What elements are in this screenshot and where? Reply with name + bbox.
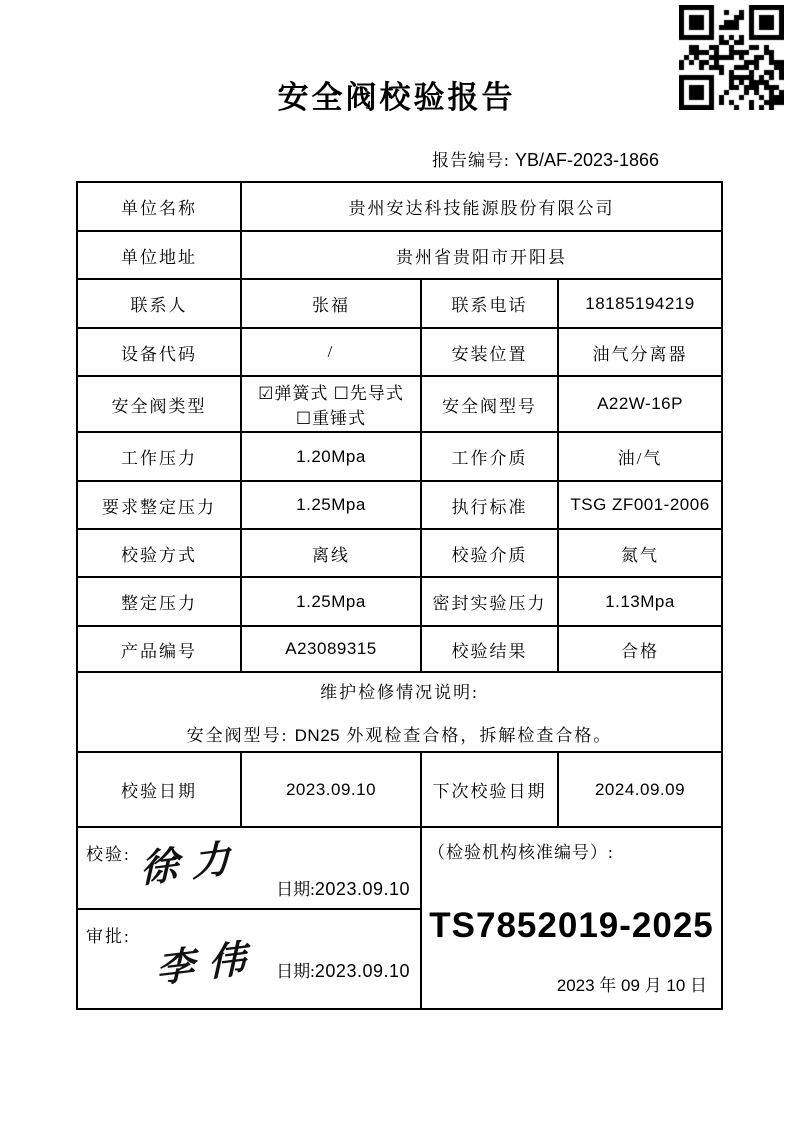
calibrator-label: 校验: (86, 845, 131, 864)
contact-label: 联系人 (77, 279, 241, 328)
phone-value: 18185194219 (558, 279, 722, 328)
row-maintenance (77, 672, 722, 752)
row-calibration-date (77, 752, 722, 827)
checkbox-pilot-icon: ☐ (333, 384, 350, 403)
report-number-line (432, 146, 659, 171)
row-work-pressure (77, 432, 722, 481)
checkbox-spring-icon: ☑ (258, 384, 275, 403)
report-table (76, 181, 723, 1010)
maintenance-valve-model: DN25 (294, 726, 341, 745)
calibrator-sign-cell (77, 827, 421, 909)
calibration-medium-label: 校验介质 (421, 529, 558, 577)
work-medium-label: 工作介质 (421, 432, 558, 481)
org-approval-number-label: （检验机构核准编号）: (428, 843, 614, 862)
unit-address-value: 贵州省贵阳市开阳县 (241, 231, 722, 279)
phone-label: 联系电话 (421, 279, 558, 328)
required-set-pressure-label: 要求整定压力 (77, 481, 241, 529)
option-pilot-label: 先导式 (349, 384, 404, 403)
install-position-value: 油气分离器 (558, 328, 722, 376)
approver-label: 审批: (86, 927, 131, 946)
set-pressure-value: 1.25Mpa (241, 577, 421, 626)
device-code-label: 设备代码 (77, 328, 241, 376)
calibration-method-value: 离线 (241, 529, 421, 577)
product-number-label: 产品编号 (77, 626, 241, 672)
next-calibration-date-value: 2024.09.09 (558, 752, 722, 827)
device-code-value: / (241, 328, 421, 376)
seal-test-pressure-value: 1.13Mpa (558, 577, 722, 626)
report-number-value: YB/AF-2023-1866 (514, 150, 660, 170)
row-calibrator-sign (77, 827, 722, 909)
work-pressure-label: 工作压力 (77, 432, 241, 481)
maintenance-cell (77, 672, 722, 752)
page-title: 安全阀校验报告 (277, 80, 516, 115)
maintenance-note: 安全阀型号: DN25 外观检查合格，拆解检查合格。 (186, 726, 613, 745)
row-product-number (77, 626, 722, 672)
inspection-org-cell (421, 827, 722, 1009)
next-calibration-date-label: 下次校验日期 (421, 752, 558, 827)
standard-label: 执行标准 (421, 481, 558, 529)
calibration-medium-value: 氮气 (558, 529, 722, 577)
valve-type-label: 安全阀类型 (77, 376, 241, 432)
unit-address-label: 单位地址 (77, 231, 241, 279)
maintenance-title: 维护检修情况说明: (320, 683, 479, 702)
row-set-pressure (77, 577, 722, 626)
row-contact (77, 279, 722, 328)
valve-type-options (241, 376, 421, 432)
work-pressure-value: 1.20Mpa (241, 432, 421, 481)
unit-name-value: 贵州安达科技能源股份有限公司 (241, 182, 722, 231)
row-calibration-method (77, 529, 722, 577)
unit-name-label: 单位名称 (77, 182, 241, 231)
valve-model-label: 安全阀型号 (421, 376, 558, 432)
work-medium-value: 油/气 (558, 432, 722, 481)
issue-date: 2023 年 09 月 10 日 (556, 976, 708, 995)
org-approval-number-value: TS7852019-2025 (429, 906, 714, 945)
calibration-method-label: 校验方式 (77, 529, 241, 577)
approver-date-line: 日期:2023.09.10 (276, 961, 410, 981)
set-pressure-label: 整定压力 (77, 577, 241, 626)
option-spring-label: 弹簧式 (274, 384, 329, 403)
calibrator-date-line: 日期:2023.09.10 (276, 879, 410, 899)
row-unit-name (77, 182, 722, 231)
calibration-result-label: 校验结果 (421, 626, 558, 672)
row-required-set-pressure (77, 481, 722, 529)
row-unit-address (77, 231, 722, 279)
approver-signature: 李伟 (156, 936, 261, 992)
calibration-date-label: 校验日期 (77, 752, 241, 827)
calibration-result-value: 合格 (558, 626, 722, 672)
valve-model-value: A22W-16P (558, 376, 722, 432)
checkbox-weight-icon: ☐ (295, 409, 313, 428)
calibration-date-value: 2023.09.10 (241, 752, 421, 827)
required-set-pressure-value: 1.25Mpa (241, 481, 421, 529)
install-position-label: 安装位置 (421, 328, 558, 376)
product-number-value: A23089315 (241, 626, 421, 672)
row-valve-type (77, 376, 722, 432)
approver-sign-cell (77, 909, 421, 1009)
contact-value: 张福 (241, 279, 421, 328)
option-weight-label: 重锤式 (312, 409, 367, 428)
report-number-label: 报告编号: (432, 151, 515, 170)
calibrator-signature: 徐力 (140, 836, 245, 892)
seal-test-pressure-label: 密封实验压力 (421, 577, 558, 626)
standard-value: TSG ZF001-2006 (558, 481, 722, 529)
row-device-code (77, 328, 722, 376)
